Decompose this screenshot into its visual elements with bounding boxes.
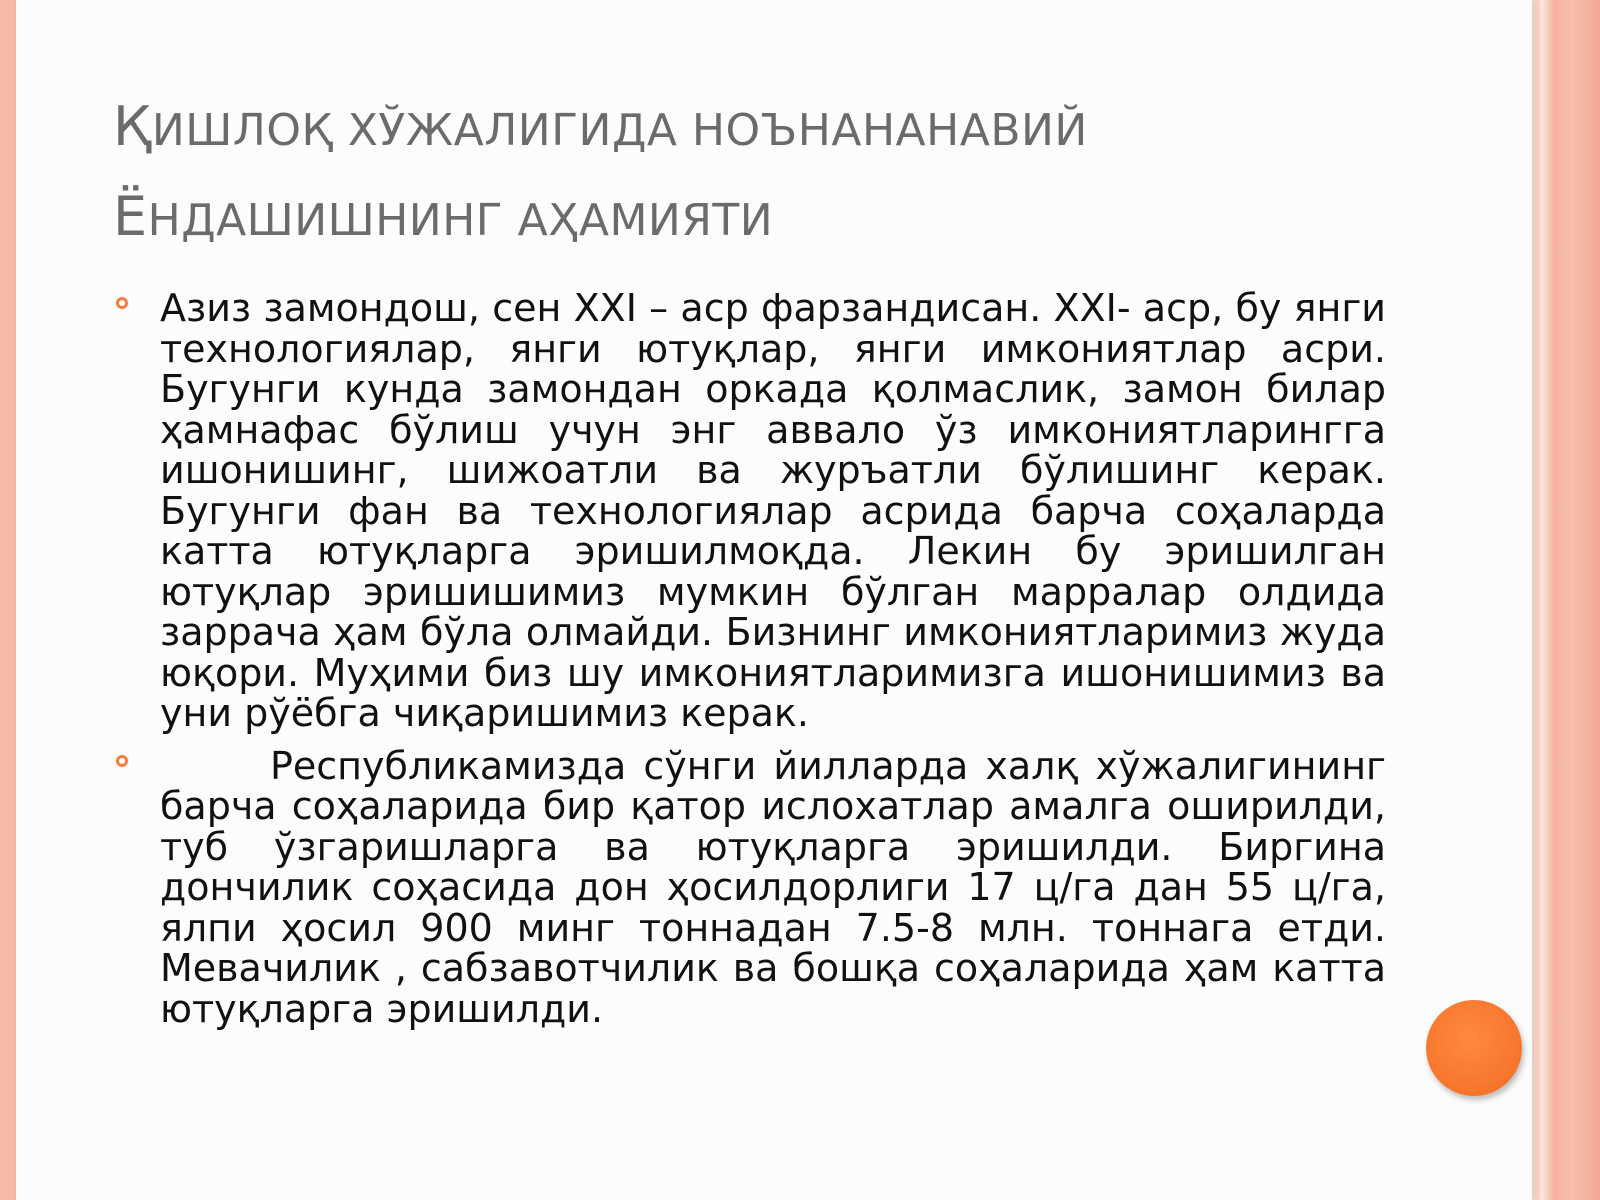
orange-circle-decoration	[1426, 1000, 1522, 1096]
bullet-text-content: Республикамизда сўнги йилларда халқ хўжалигининг барча соҳаларида бир қатор ислохатлар амалга оширилди, туб ўзгаришларга ва ютуқларга эришилди. Биргина дончилик соҳасида дон ҳосилдорлиги 17 ц/га дан 55 ц/га, ялпи ҳосил 900 минг тоннадан 7.5-8 млн. тоннага етди. Мевачилик , сабзавотчилик ва бошқа соҳаларида ҳам катта ютуқларга эришилди.	[160, 743, 1386, 1031]
slide-title	[113, 84, 1413, 264]
slide-right-border	[1532, 0, 1600, 1200]
title-line-1	[113, 84, 1413, 174]
bullet-circle-icon	[116, 755, 128, 767]
title-line-1-initial: Қ	[113, 95, 152, 158]
bullet-item	[116, 288, 1386, 734]
title-line-2	[113, 174, 1413, 264]
slide-left-border	[0, 0, 16, 1200]
title-line-2-text: НДАШИШНИНГ АҲАМИЯТИ	[147, 195, 774, 246]
title-line-1-text: ИШЛОҚ ХЎЖАЛИГИДА НОЪНАНАНАВИЙ	[151, 105, 1088, 156]
title-line-2-initial: Ё	[113, 185, 148, 248]
bullet-circle-icon	[116, 297, 128, 309]
bullet-text	[160, 743, 1386, 1031]
bullet-item	[116, 743, 1386, 1031]
bullet-text: Азиз замондош, сен XXI – аср фарзандисан. XXI- аср, бу янги технологиялар, янги ютуқлар, янги имкониятлар асри. Бугунги кунда замондан оркада қолмаслик, замон билар ҳамнафас бўлиш учун энг аввало ўз имкониятларингга ишонишинг, шижоатли ва журъатли бўлишинг керак. Бугунги фан ва технологиялар асрида барча соҳаларда катта ютуқларга эришилмоқда. Лекин бу эришилган ютуқлар эришишимиз мумкин бўлган марралар олдида заррача ҳам бўла олмайди. Бизнинг имкониятларимиз жуда юқори. Муҳими биз шу имкониятларимизга ишонишимиз ва уни рўёбга чиқаришимиз керак.	[160, 286, 1386, 735]
slide	[16, 0, 1532, 1200]
bullet-list	[116, 288, 1386, 1041]
